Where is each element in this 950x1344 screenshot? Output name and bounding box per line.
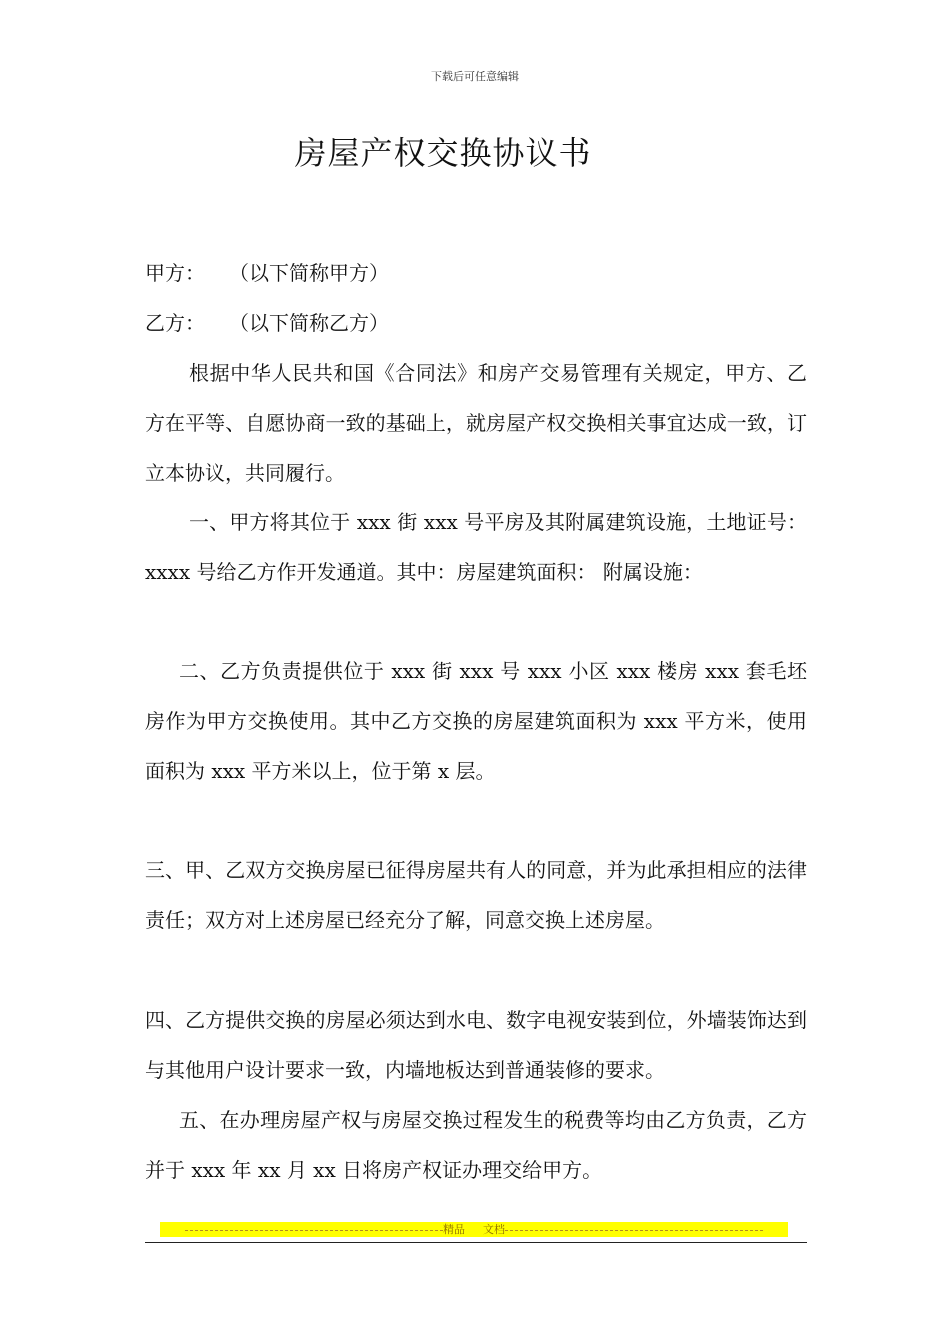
party-a-note: （以下简称甲方） (229, 261, 389, 285)
clause-1: 一、甲方将其位于 xxx 街 xxx 号平房及其附属建筑设施，土地证号：xxxx 号给乙方作开发通道。其中：房屋建筑面积： 附属设施： (145, 510, 807, 584)
footer-label-left: 精品 (443, 1223, 465, 1236)
clause-3: 三、甲、乙双方交换房屋已征得房屋共有人的同意，并为此承担相应的法律责任；双方对上述房屋已经充分了解，同意交换上述房屋。 (145, 858, 807, 932)
party-a-label: 甲方： (145, 261, 205, 285)
footer-label-right: 文档 (483, 1223, 505, 1236)
footer-banner (160, 1222, 788, 1237)
party-b-label: 乙方： (145, 311, 205, 335)
clause-5: 五、在办理房屋产权与房屋交换过程发生的税费等均由乙方负责，乙方并于 xxx 年 xx 月 xx 日将房产权证办理交给甲方。 (145, 1108, 807, 1182)
header-note: 下载后可任意编辑 (431, 70, 519, 83)
preamble-paragraph: 根据中华人民共和国《合同法》和房产交易管理有关规定，甲方、乙方在平等、自愿协商一致的基础上，就房屋产权交换相关事宜达成一致，订立本协议，共同履行。 (145, 361, 807, 485)
footer-dash-right (505, 1230, 763, 1231)
footer-rule (145, 1242, 807, 1243)
party-a-line (145, 258, 389, 288)
party-b-note: （以下简称乙方） (229, 311, 389, 335)
document-title: 房屋产权交换协议书 (294, 134, 592, 172)
clause-4: 四、乙方提供交换的房屋必须达到水电、数字电视安装到位，外墙装饰达到与其他用户设计要求一致，内墙地板达到普通装修的要求。 (145, 1008, 807, 1082)
footer-dash-left (185, 1230, 443, 1231)
party-b-line (145, 308, 389, 338)
clause-2: 二、乙方负责提供位于 xxx 街 xxx 号 xxx 小区 xxx 楼房 xxx 套毛坯房作为甲方交换使用。其中乙方交换的房屋建筑面积为 xxx 平方米，使用面积为 xxx 平方米以上，位于第 x 层。 (145, 659, 807, 783)
